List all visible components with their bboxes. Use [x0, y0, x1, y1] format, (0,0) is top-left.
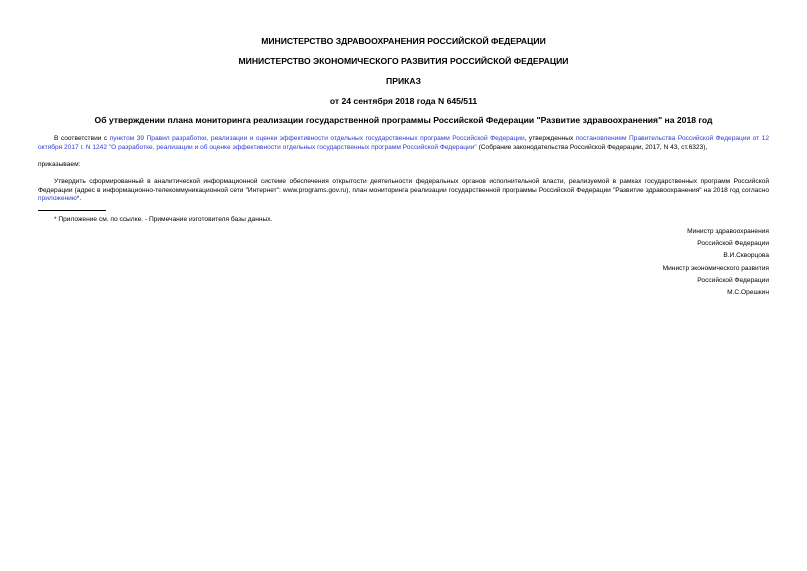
paragraph-text: (Собрание законодательства Российской Федерации, 2017, N 43, ст.6323), — [476, 143, 708, 151]
signer-name: В.И.Скворцова — [723, 252, 769, 260]
government-resolution-link[interactable]: постановлением Правительства Российской Федерации от 12 октября 2017 г. N 1242 "О разработке, реализации и об оценке эффективности отдельных государственных программ Российской Федерации" — [38, 135, 769, 151]
paragraph-text: , утвержденных — [524, 135, 576, 142]
rules-link[interactable]: пунктом 39 Правил разработки, реализации и оценки эффективности отдельных государственных программ Российской Федерации — [109, 135, 525, 142]
signer-position: Министр здравоохранения — [687, 228, 769, 235]
footnote: * Приложение см. по ссылке. - Примечание изготовителя базы данных. — [54, 216, 273, 223]
ministry-health-heading: МИНИСТЕРСТВО ЗДРАВООХРАНЕНИЯ РОССИЙСКОЙ ФЕДЕРАЦИИ — [261, 36, 546, 46]
paragraph-text: В соответствии с — [54, 135, 110, 142]
paragraph-legal-basis — [38, 135, 769, 152]
paragraph-approval — [38, 178, 769, 204]
order-word: приказываем: — [38, 161, 81, 168]
ministry-economy-heading: МИНИСТЕРСТВО ЭКОНОМИЧЕСКОГО РАЗВИТИЯ РОССИЙСКОЙ ФЕДЕРАЦИИ — [238, 56, 569, 66]
document-type-heading: ПРИКАЗ — [386, 76, 421, 86]
paragraph-text: *. — [76, 195, 82, 203]
signer-position: Российской Федерации — [697, 240, 769, 248]
signer-name: М.С.Орешкин — [727, 289, 769, 297]
signer-position: Министр экономического развития — [662, 264, 769, 272]
document-title: Об утверждении плана мониторинга реализации государственной программы Российской Федерации "Развитие здравоохранения" на 2018 год — [94, 115, 713, 125]
footnote-divider — [38, 210, 106, 211]
appendix-link[interactable]: приложению — [38, 195, 77, 203]
signature-block-health — [663, 226, 769, 299]
date-number-heading: от 24 сентября 2018 года N 645/511 — [329, 96, 478, 106]
signer-position: Российской Федерации — [697, 276, 769, 284]
paragraph-text: Утвердить сформированный в аналитической информационной системе обеспечения открытости деятельности федеральных органов исполнительной власти, реализуемой в рамках государственных программ Российской Федерации (адрес в информационно-телекоммуникационной сети "Интернет": www.programs.gov.ru), план мониторинга реализации государственной программы Российской Федерации "Развитие здравоохранения" на 2018 год согласно — [38, 178, 769, 194]
